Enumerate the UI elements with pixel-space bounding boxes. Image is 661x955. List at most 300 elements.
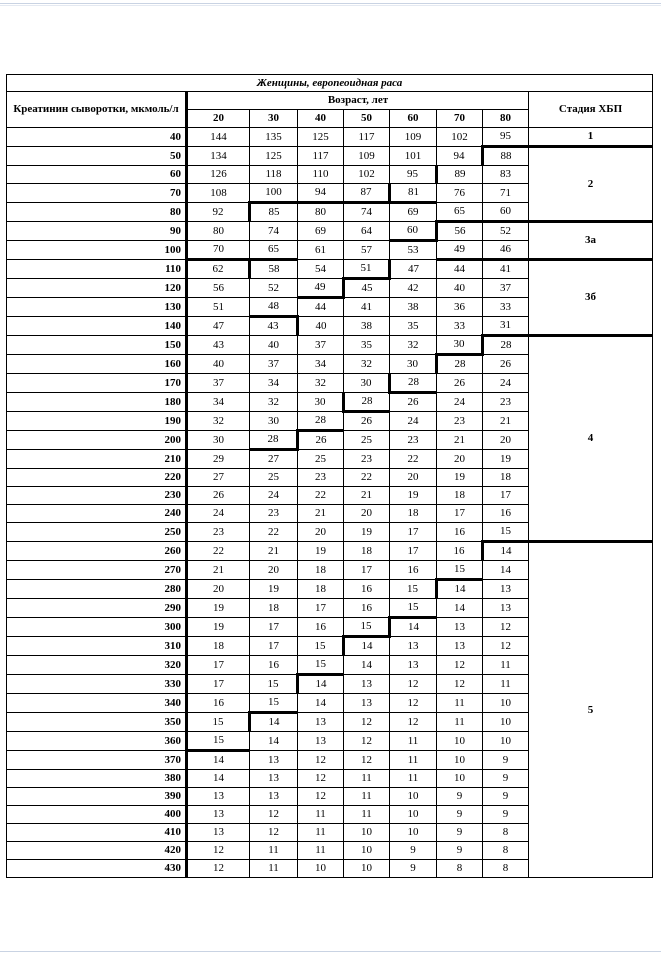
stage-header: Стадия ХБП [529,92,653,128]
gfr-cell: 16 [483,505,529,523]
gfr-cell: 20 [344,505,390,523]
gfr-cell: 58 [250,260,298,279]
gfr-cell: 30 [298,393,344,412]
gfr-cell: 70 [187,241,250,260]
stage-cell: 4 [529,336,653,542]
gfr-cell: 22 [298,487,344,505]
gfr-cell: 44 [298,298,344,317]
gfr-cell: 74 [344,203,390,222]
gfr-cell: 61 [298,241,344,260]
gfr-cell: 16 [187,694,250,713]
creatinine-cell: 80 [7,203,187,222]
gfr-cell: 11 [437,713,483,732]
gfr-cell: 14 [437,599,483,618]
gfr-cell: 135 [250,128,298,147]
gfr-cell: 32 [390,336,437,355]
gfr-cell: 16 [344,580,390,599]
age-header-50: 50 [344,110,390,128]
gfr-cell: 69 [390,203,437,222]
gfr-cell: 13 [298,713,344,732]
gfr-cell: 12 [390,694,437,713]
gfr-cell: 65 [250,241,298,260]
gfr-cell: 19 [298,542,344,561]
gfr-cell: 22 [250,523,298,542]
age-header-80: 80 [483,110,529,128]
age-header: Возраст, лет [187,92,529,110]
gfr-cell: 11 [344,788,390,806]
gfr-cell: 24 [250,487,298,505]
gfr-cell: 40 [187,355,250,374]
creatinine-cell: 120 [7,279,187,298]
creatinine-cell: 100 [7,241,187,260]
gfr-cell: 94 [298,184,344,203]
age-header-70: 70 [437,110,483,128]
gfr-cell: 60 [483,203,529,222]
gfr-cell: 26 [344,412,390,431]
table-row [7,260,653,279]
gfr-cell: 117 [344,128,390,147]
gfr-cell: 35 [390,317,437,336]
gfr-cell: 21 [483,412,529,431]
creatinine-cell: 340 [7,694,187,713]
gfr-cell: 87 [344,184,390,203]
gfr-cell: 15 [483,523,529,542]
gfr-cell: 44 [437,260,483,279]
gfr-cell: 11 [437,694,483,713]
stage-cell: 3б [529,260,653,336]
gfr-cell: 30 [437,336,483,355]
gfr-cell: 13 [250,751,298,770]
creatinine-cell: 220 [7,469,187,487]
gfr-cell: 14 [344,637,390,656]
gfr-cell: 13 [344,675,390,694]
gfr-cell: 15 [250,694,298,713]
gfr-cell: 17 [187,675,250,694]
creatinine-cell: 430 [7,860,187,878]
creatinine-cell: 110 [7,260,187,279]
age-header-30: 30 [250,110,298,128]
gfr-cell: 12 [187,842,250,860]
creatinine-cell: 60 [7,166,187,184]
page-bottom-rule [0,951,661,952]
gfr-cell: 94 [437,147,483,166]
gfr-cell: 19 [187,599,250,618]
gfr-cell: 85 [250,203,298,222]
gfr-cell: 20 [483,431,529,450]
gfr-cell: 57 [344,241,390,260]
table-row [7,147,653,166]
age-header-60: 60 [390,110,437,128]
gfr-cell: 20 [298,523,344,542]
gfr-cell: 80 [187,222,250,241]
gfr-cell: 51 [187,298,250,317]
gfr-cell: 24 [437,393,483,412]
gfr-cell: 37 [298,336,344,355]
gfr-cell: 71 [483,184,529,203]
gfr-cell: 18 [437,487,483,505]
gfr-cell: 28 [437,355,483,374]
gfr-cell: 69 [298,222,344,241]
gfr-cell: 10 [344,824,390,842]
gfr-cell: 11 [390,732,437,751]
gfr-cell: 15 [437,561,483,580]
gfr-cell: 14 [390,618,437,637]
gfr-cell: 95 [390,166,437,184]
gfr-cell: 21 [250,542,298,561]
gfr-cell: 26 [298,431,344,450]
gfr-cell: 9 [437,842,483,860]
creatinine-cell: 400 [7,806,187,824]
creatinine-cell: 350 [7,713,187,732]
gfr-cell: 13 [187,806,250,824]
gfr-cell: 28 [390,374,437,393]
gfr-cell: 18 [344,542,390,561]
page-top-rule [0,3,661,4]
gfr-cell: 11 [390,770,437,788]
gfr-cell: 21 [187,561,250,580]
gfr-cell: 10 [390,806,437,824]
gfr-cell: 12 [390,675,437,694]
gfr-cell: 11 [250,860,298,878]
creatinine-cell: 170 [7,374,187,393]
creatinine-cell: 280 [7,580,187,599]
gfr-cell: 48 [250,298,298,317]
gfr-cell: 15 [298,656,344,675]
gfr-cell: 52 [250,279,298,298]
gfr-cell: 11 [390,751,437,770]
gfr-cell: 17 [390,523,437,542]
creatinine-cell: 180 [7,393,187,412]
creatinine-cell: 70 [7,184,187,203]
gfr-cell: 23 [187,523,250,542]
gfr-cell: 28 [298,412,344,431]
gfr-cell: 65 [437,203,483,222]
gfr-cell: 12 [390,713,437,732]
gfr-cell: 9 [390,842,437,860]
gfr-cell: 9 [437,824,483,842]
gfr-cell: 28 [344,393,390,412]
gfr-cell: 11 [483,675,529,694]
gfr-cell: 27 [250,450,298,469]
gfr-cell: 64 [344,222,390,241]
gfr-cell: 13 [298,732,344,751]
page-top-rule-secondary [0,5,661,6]
gfr-cell: 24 [390,412,437,431]
gfr-cell: 17 [437,505,483,523]
gfr-cell: 12 [344,732,390,751]
gfr-cell: 31 [483,317,529,336]
gfr-cell: 23 [483,393,529,412]
gfr-cell: 38 [344,317,390,336]
gfr-cell: 32 [298,374,344,393]
age-header-20: 20 [187,110,250,128]
gfr-cell: 125 [250,147,298,166]
gfr-cell: 10 [437,770,483,788]
gfr-cell: 9 [483,751,529,770]
creatinine-cell: 290 [7,599,187,618]
gfr-cell: 80 [298,203,344,222]
gfr-cell: 10 [390,788,437,806]
gfr-cell: 15 [298,637,344,656]
gfr-cell: 13 [437,618,483,637]
gfr-cell: 15 [250,675,298,694]
gfr-cell: 110 [298,166,344,184]
gfr-cell: 19 [344,523,390,542]
gfr-cell: 43 [250,317,298,336]
gfr-cell: 17 [390,542,437,561]
gfr-cell: 17 [483,487,529,505]
gfr-cell: 18 [390,505,437,523]
gfr-cell: 21 [298,505,344,523]
gfr-cell: 11 [298,824,344,842]
gfr-cell: 102 [437,128,483,147]
gfr-cell: 9 [437,788,483,806]
creatinine-cell: 380 [7,770,187,788]
gfr-cell: 20 [187,580,250,599]
gfr-cell: 11 [298,842,344,860]
gfr-cell: 81 [390,184,437,203]
gfr-cell: 12 [298,788,344,806]
creatinine-cell: 240 [7,505,187,523]
gfr-cell: 8 [437,860,483,878]
gfr-cell: 17 [344,561,390,580]
age-header-40: 40 [298,110,344,128]
creatinine-cell: 130 [7,298,187,317]
gfr-cell: 23 [437,412,483,431]
gfr-cell: 30 [250,412,298,431]
gfr-cell: 12 [437,656,483,675]
gfr-cell: 45 [344,279,390,298]
gfr-cell: 15 [344,618,390,637]
gfr-cell: 10 [437,751,483,770]
gfr-cell: 18 [250,599,298,618]
gfr-cell: 92 [187,203,250,222]
gfr-cell: 12 [344,713,390,732]
gfr-cell: 10 [344,860,390,878]
gfr-cell: 22 [187,542,250,561]
gfr-cell: 12 [187,860,250,878]
gfr-cell: 12 [437,675,483,694]
gfr-cell: 13 [187,824,250,842]
gfr-cell: 9 [437,806,483,824]
gfr-cell: 13 [483,599,529,618]
gfr-cell: 34 [250,374,298,393]
gfr-cell: 21 [344,487,390,505]
creatinine-cell: 230 [7,487,187,505]
creatinine-cell: 420 [7,842,187,860]
gfr-cell: 37 [483,279,529,298]
gfr-cell: 40 [437,279,483,298]
gfr-cell: 23 [250,505,298,523]
gfr-cell: 12 [344,751,390,770]
creatinine-cell: 260 [7,542,187,561]
creatinine-cell: 140 [7,317,187,336]
gfr-cell: 108 [187,184,250,203]
gfr-cell: 46 [483,241,529,260]
gfr-cell: 17 [250,637,298,656]
gfr-cell: 47 [390,260,437,279]
gfr-cell: 83 [483,166,529,184]
gfr-cell: 19 [483,450,529,469]
creatinine-cell: 190 [7,412,187,431]
gfr-cell: 20 [437,450,483,469]
gfr-cell: 18 [298,580,344,599]
gfr-cell: 30 [344,374,390,393]
gfr-cell: 16 [437,542,483,561]
gfr-cell: 33 [437,317,483,336]
gfr-cell: 16 [298,618,344,637]
gfr-cell: 25 [298,450,344,469]
gfr-cell: 40 [298,317,344,336]
creatinine-header: Креатинин сыворотки, мкмоль/л [7,92,187,128]
gfr-cell: 23 [390,431,437,450]
gfr-cell: 36 [437,298,483,317]
gfr-cell: 102 [344,166,390,184]
gfr-cell: 37 [187,374,250,393]
gfr-cell: 34 [298,355,344,374]
gfr-cell: 38 [390,298,437,317]
gfr-cell: 13 [187,788,250,806]
gfr-cell: 19 [187,618,250,637]
gfr-cell: 47 [187,317,250,336]
creatinine-cell: 150 [7,336,187,355]
gfr-cell: 8 [483,824,529,842]
stage-cell: 2 [529,147,653,222]
creatinine-cell: 310 [7,637,187,656]
gfr-cell: 37 [250,355,298,374]
gfr-cell: 25 [250,469,298,487]
gfr-cell: 126 [187,166,250,184]
gfr-cell: 56 [437,222,483,241]
gfr-cell: 101 [390,147,437,166]
gfr-cell: 18 [187,637,250,656]
gfr-cell: 13 [250,788,298,806]
creatinine-cell: 210 [7,450,187,469]
gfr-cell: 19 [390,487,437,505]
gfr-cell: 26 [437,374,483,393]
gfr-cell: 14 [298,694,344,713]
stage-cell: 1 [529,128,653,147]
gfr-cell: 14 [187,751,250,770]
gfr-cell: 20 [390,469,437,487]
creatinine-cell: 330 [7,675,187,694]
gfr-cell: 14 [344,656,390,675]
gfr-cell: 9 [483,770,529,788]
gfr-cell: 15 [187,713,250,732]
gfr-cell: 40 [250,336,298,355]
gfr-cell: 125 [298,128,344,147]
gfr-cell: 32 [250,393,298,412]
gfr-cell: 17 [187,656,250,675]
gfr-cell: 8 [483,842,529,860]
creatinine-cell: 360 [7,732,187,751]
gfr-cell: 17 [298,599,344,618]
creatinine-cell: 410 [7,824,187,842]
creatinine-cell: 320 [7,656,187,675]
gfr-cell: 32 [187,412,250,431]
gfr-cell: 10 [298,860,344,878]
gfr-cell: 13 [250,770,298,788]
gfr-cell: 29 [187,450,250,469]
gfr-cell: 32 [344,355,390,374]
creatinine-cell: 270 [7,561,187,580]
table-row [7,128,653,147]
gfr-cell: 33 [483,298,529,317]
gfr-cell: 11 [344,770,390,788]
gfr-cell: 18 [483,469,529,487]
gfr-cell: 24 [187,505,250,523]
gfr-cell: 53 [390,241,437,260]
gfr-cell: 14 [250,732,298,751]
gfr-cell: 14 [483,561,529,580]
gfr-cell: 51 [344,260,390,279]
gfr-cell: 12 [250,806,298,824]
gfr-cell: 8 [483,860,529,878]
gfr-cell: 12 [298,751,344,770]
gfr-cell: 15 [187,732,250,751]
gfr-cell: 109 [344,147,390,166]
gfr-cell: 13 [390,637,437,656]
creatinine-cell: 160 [7,355,187,374]
gfr-cell: 41 [483,260,529,279]
gfr-cell: 11 [483,656,529,675]
gfr-cell: 11 [298,806,344,824]
gfr-cell: 13 [437,637,483,656]
gfr-cell: 60 [390,222,437,241]
gfr-cell: 14 [187,770,250,788]
caption-row [7,75,653,92]
table-row [7,542,653,561]
gfr-cell: 19 [250,580,298,599]
gfr-cell: 56 [187,279,250,298]
gfr-cell: 10 [483,694,529,713]
gfr-cell: 16 [250,656,298,675]
gfr-cell: 134 [187,147,250,166]
gfr-cell: 20 [250,561,298,580]
gfr-cell: 89 [437,166,483,184]
gfr-cell: 12 [483,618,529,637]
gfr-cell: 14 [298,675,344,694]
gfr-cell: 22 [344,469,390,487]
gfr-cell: 28 [483,336,529,355]
gfr-cell: 109 [390,128,437,147]
gfr-cell: 9 [483,788,529,806]
gfr-cell: 88 [483,147,529,166]
stage-cell: 5 [529,542,653,878]
gfr-cell: 144 [187,128,250,147]
gfr-cell: 100 [250,184,298,203]
gfr-cell: 27 [187,469,250,487]
gfr-cell: 35 [344,336,390,355]
gfr-cell: 95 [483,128,529,147]
gfr-cell: 12 [483,637,529,656]
gfr-cell: 34 [187,393,250,412]
gfr-cell: 13 [344,694,390,713]
gfr-cell: 10 [483,732,529,751]
gfr-cell: 52 [483,222,529,241]
creatinine-cell: 40 [7,128,187,147]
gfr-cell: 24 [483,374,529,393]
gfr-cell: 16 [437,523,483,542]
gfr-cell: 42 [390,279,437,298]
table-row [7,336,653,355]
gfr-cell: 28 [250,431,298,450]
gfr-cell: 17 [250,618,298,637]
gfr-cell: 117 [298,147,344,166]
gfr-cell: 41 [344,298,390,317]
gfr-cell: 16 [344,599,390,618]
gfr-cell: 26 [187,487,250,505]
